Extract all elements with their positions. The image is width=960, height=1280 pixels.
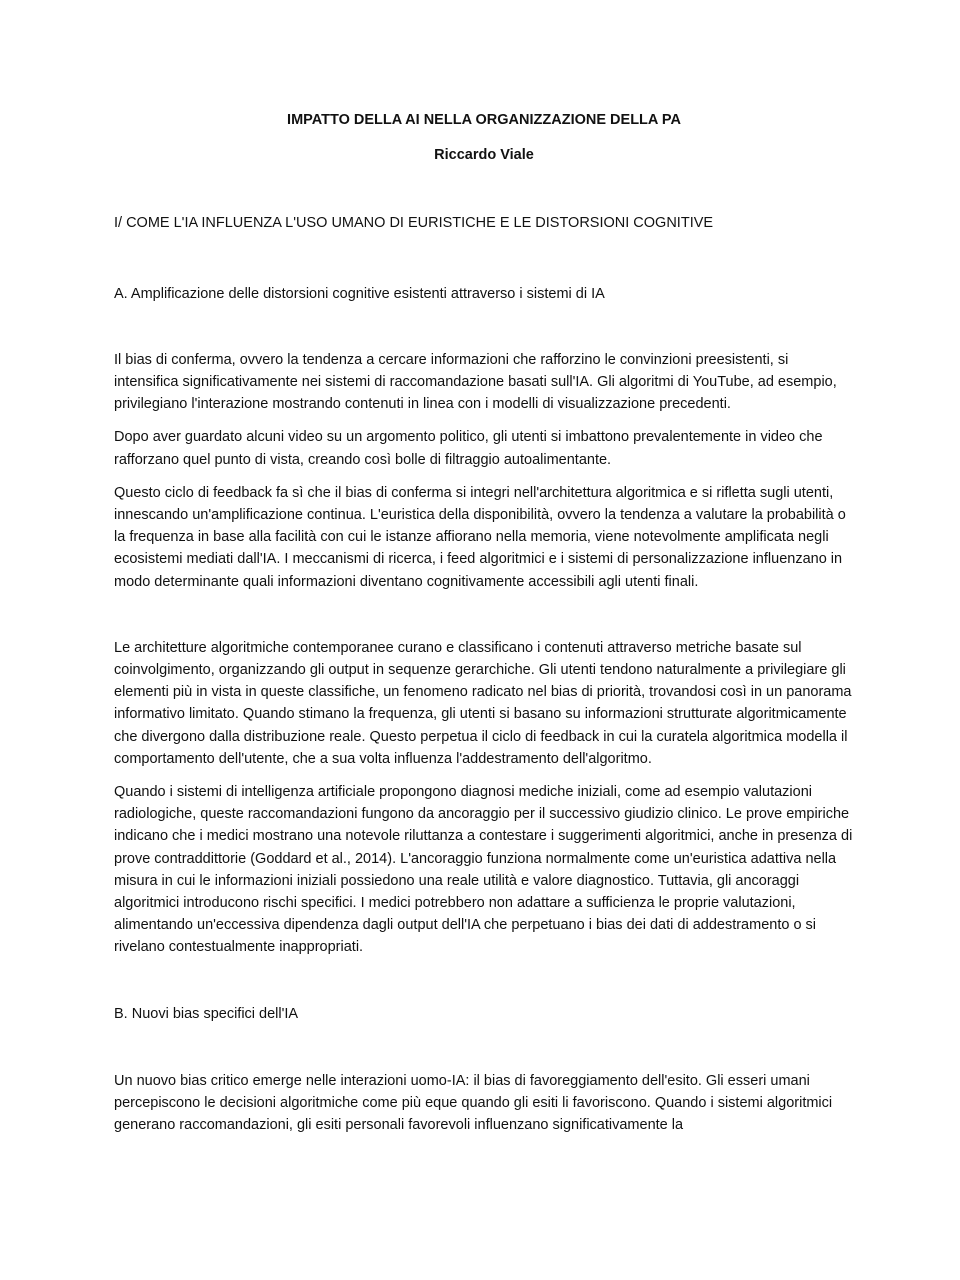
- section-heading: I/ COME L'IA INFLUENZA L'USO UMANO DI EURISTICHE E LE DISTORSIONI COGNITIVE: [114, 215, 714, 232]
- paragraph: Un nuovo bias critico emerge nelle interazioni uomo-IA: il bias di favoreggiamento dell'esito. Gli esseri umani percepiscono le decisioni algoritmiche come più eque quando gli esiti li favoriscono. Quando i sistemi algoritmici generano raccomandazioni, gli esiti personali favorevoli influenzano significativamente la: [114, 1072, 833, 1134]
- subsection-heading-b: B. Nuovi bias specifici dell'IA: [114, 1005, 299, 1022]
- paragraph: Le architetture algoritmiche contemporanee curano e classificano i contenuti attraverso metriche basate sul coinvolgimento, organizzando gli output in sequenze gerarchiche. Gli utenti tendono naturalmente a privilegiare gli elementi più in vista in queste classifiche, un fenomeno radicato nel bias di priorità, trovandosi così in un panorama informativo limitato. Quando stimano la frequenza, gli utenti si basano su informazioni strutturate algoritmicamente che divergono dalla distribuzione reale. Questo perpetua il ciclo di feedback in cui la curatela algoritmica modella il comportamento dell'utente, che a sua volta influenza l'addestramento dell'algoritmo.: [114, 639, 852, 767]
- document-author: Riccardo Viale: [434, 147, 534, 164]
- subsection-heading-a: A. Amplificazione delle distorsioni cognitive esistenti attraverso i sistemi di IA: [114, 285, 605, 302]
- document-page: [114, 100, 854, 1137]
- paragraph: Questo ciclo di feedback fa sì che il bias di conferma si integri nell'architettura algoritmica e si rifletta sugli utenti, innescando un'amplificazione continua. L'euristica della disponibilità, ovvero la tendenza a valutare la probabilità o la frequenza in base alla facilità con cui le istanze affiorano nella memoria, viene notevolmente amplificata negli ecosistemi mediati dall'IA. I meccanismi di ricerca, i feed algoritmici e i sistemi di personalizzazione influenzano in modo determinante quali informazioni diventano cognitivamente accessibili agli utenti finali.: [114, 484, 846, 590]
- paragraph: Dopo aver guardato alcuni video su un argomento politico, gli utenti si imbattono prevalentemente in video che rafforzano quel punto di vista, creando così bolle di filtraggio autoalimentante.: [114, 429, 823, 468]
- paragraph: Il bias di conferma, ovvero la tendenza a cercare informazioni che rafforzino le convinzioni preesistenti, si intensifica significativamente nei sistemi di raccomandazione basati sull'IA. Gli algoritmi di YouTube, ad esempio, privilegiano l'interazione mostrando contenuti in linea con i modelli di visualizzazione precedenti.: [114, 351, 837, 413]
- document-title: IMPATTO DELLA AI NELLA ORGANIZZAZIONE DELLA PA: [287, 112, 681, 128]
- paragraph: Quando i sistemi di intelligenza artificiale propongono diagnosi mediche iniziali, come ad esempio valutazioni radiologiche, queste raccomandazioni fungono da ancoraggio per il successivo giudizio clinico. Le prove empiriche indicano che i medici mostrano una notevole riluttanza a contestare i suggerimenti algoritmici, anche in presenza di prove contraddittorie (Goddard et al., 2014). L'ancoraggio funziona normalmente come un'euristica adattiva nella misura in cui le informazioni iniziali possiedono una reale utilità e valore diagnostico. Tuttavia, gli ancoraggi algoritmici introducono rischi specifici. I medici potrebbero non adattare a sufficienza le proprie valutazioni, alimentando un'eccessiva dipendenza dagli output dell'IA che perpetuano i bias dei dati di addestramento o si rivelano contestualmente inappropriati.: [114, 784, 853, 956]
